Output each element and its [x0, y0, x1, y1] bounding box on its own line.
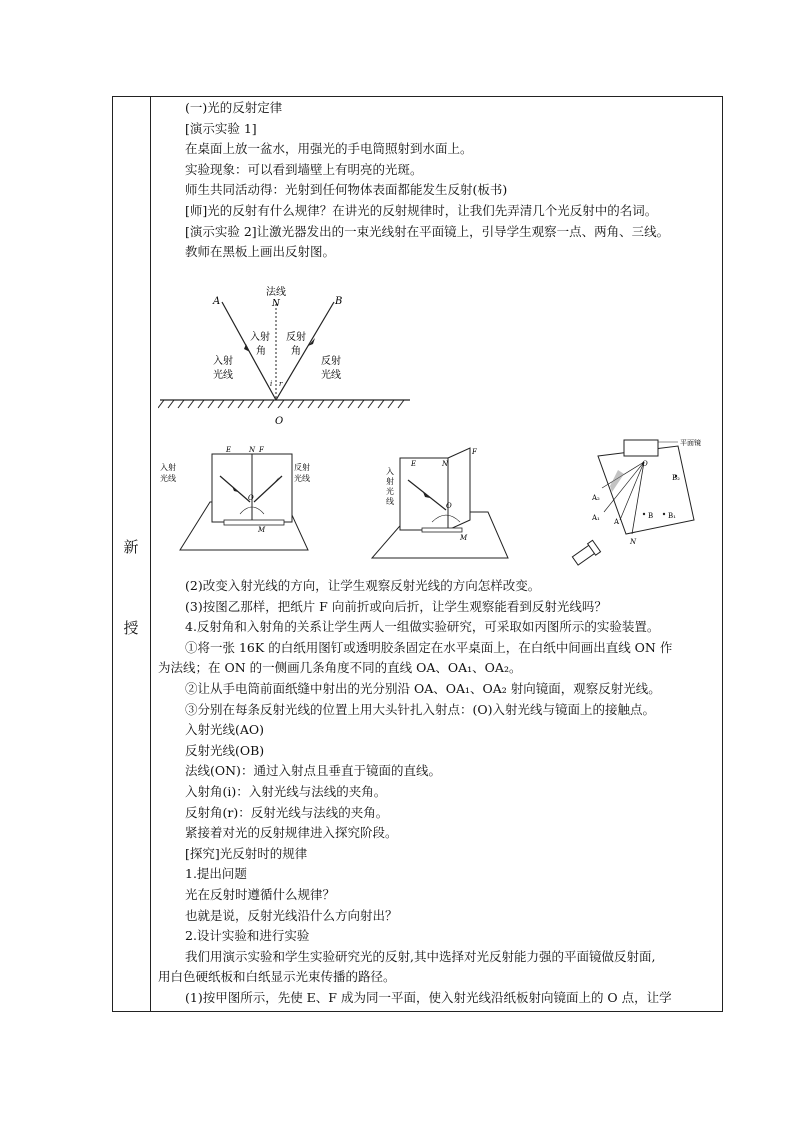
- paragraph: 1.提出问题: [185, 866, 247, 882]
- reflect-label: 反射: [294, 463, 310, 472]
- label-m: M: [460, 534, 468, 542]
- mirror: [422, 528, 462, 532]
- reflect-label-2: 光线: [294, 474, 310, 483]
- paragraph: 4.反射角和入射角的关系让学生两人一组做实验研究，可采取如丙图所示的实验装置。: [185, 619, 660, 635]
- paragraph: 教师在黑板上画出反射图。: [185, 244, 336, 260]
- paragraph: [探究]光反射时的规律: [185, 845, 308, 861]
- paragraph: 我们用演示实验和学生实验研究光的反射,其中选择对光反射能力强的平面镜做反射面,: [185, 948, 656, 964]
- point-b1: [663, 513, 665, 515]
- incident-arrowhead: [244, 344, 250, 352]
- side-label-xin: 新: [123, 538, 139, 556]
- paragraph: [师]光的反射有什么规律？在讲光的反射规律时，让我们先弄清几个光反射中的名词。: [185, 202, 658, 218]
- paragraph: 反射角(r)：反射光线与法线的夹角。: [185, 804, 389, 820]
- paragraph: 入射光线(AO): [185, 722, 265, 738]
- label-b: B: [648, 512, 654, 520]
- incident-angle-label-2: 角: [256, 346, 266, 357]
- incident-vertical-label: 入射光线: [386, 467, 394, 506]
- label-a1: A₁: [592, 514, 600, 522]
- mirror-paper-diagram: [560, 434, 710, 574]
- paragraph: 光在反射时遵循什么规律？: [185, 886, 336, 902]
- paragraph: ③分别在每条反射光线的位置上用大头针扎入射点：(O)入射光线与镜面上的接触点。: [185, 701, 656, 717]
- paragraph: (2)改变入射光线的方向，让学生观察反射光线的方向怎样改变。: [185, 578, 541, 593]
- incident-ray-label-2: 光线: [213, 370, 233, 381]
- point-b: [643, 513, 645, 515]
- label-a2: A₂: [592, 494, 600, 502]
- label-n: N: [630, 538, 637, 546]
- paragraph: 法线(ON)：通过入射点且垂直于镜面的直线。: [185, 763, 441, 779]
- paragraph: [演示实验 2]让激光器发出的一束光线射在平面镜上，引导学生观察一点、两角、三线。: [185, 223, 670, 239]
- paragraph: (1)按甲图所示，先使 E、F 成为同一平面，使入射光线沿纸板射向镜面上的 O 点，让学: [185, 989, 672, 1005]
- paragraph: 师生共同活动得：光射到任何物体表面都能发生反射(板书): [185, 182, 508, 198]
- label-b1: B₁: [668, 512, 676, 520]
- label-e: E: [411, 460, 417, 468]
- content-bottom: [158, 576, 718, 1008]
- angle-r: r: [279, 380, 283, 388]
- paragraph: ①将一张 16K 的白纸用图钉或透明胶条固定在水平桌面上，在白纸中间画出直线 ON 作: [185, 639, 673, 655]
- label-a: A: [614, 518, 620, 526]
- paragraph: 用白色硬纸板和白纸显示光束传播的路径。: [158, 969, 396, 985]
- reflection-diagram: [158, 282, 418, 427]
- label-n: N: [249, 446, 256, 454]
- paragraph: (3)按图乙那样，把纸片 F 向前折或向后折，让学生观察能看到反射光线吗？: [185, 598, 607, 614]
- label-o: O: [446, 502, 452, 510]
- reflect-ray-label-2: 光线: [321, 370, 341, 381]
- label-o: O: [248, 494, 254, 502]
- side-label-shou: 授: [123, 619, 139, 637]
- reflect-angle-label-2: 角: [291, 346, 301, 357]
- label-o: O: [275, 416, 284, 427]
- incident-label-2: 光线: [160, 474, 176, 483]
- paragraph: 也就是说，反射光线沿什么方向射出？: [185, 907, 398, 923]
- plane-mirror: [624, 440, 658, 456]
- board-f-folded: [448, 448, 470, 530]
- mirror-label: 平面镜: [680, 439, 701, 447]
- paragraph: ②让从手电筒前面纸缝中射出的光分别沿 OA、OA₁、OA₂ 射向镜面，观察反射光线。: [185, 680, 661, 696]
- reflected-ray: [276, 302, 334, 400]
- column-divider: [150, 96, 151, 1012]
- incident-angle-label: 入射: [250, 332, 270, 343]
- section-heading: (一)光的反射定律: [185, 100, 283, 115]
- paragraph: 紧接着对光的反射规律进入探究阶段。: [185, 825, 398, 841]
- paragraph: 在桌面上放一盆水，用强光的手电筒照射到水面上。: [185, 141, 473, 157]
- label-a: A: [213, 296, 221, 307]
- paragraph: [演示实验 1]: [185, 120, 257, 136]
- mirror-hatching: [158, 400, 404, 408]
- label-m: M: [258, 526, 266, 534]
- paragraph: 2.设计实验和进行实验: [185, 928, 310, 944]
- paragraph: 实验现象：可以看到墙壁上有明亮的光斑。: [185, 161, 423, 177]
- reflect-angle-label: 反射: [286, 332, 306, 343]
- label-o: O: [642, 460, 648, 468]
- label-f: F: [259, 446, 264, 454]
- board-diagram-flat: [158, 440, 316, 555]
- label-b2: B₂: [672, 474, 680, 482]
- flashlight: [571, 540, 600, 566]
- paragraph: 入射角(i)：入射光线与法线的夹角。: [185, 783, 387, 799]
- board-diagram-folded: [368, 440, 518, 562]
- mirror: [224, 520, 284, 525]
- reflect-ray-label: 反射: [321, 356, 341, 367]
- label-b: B: [335, 296, 343, 307]
- content-top: [158, 98, 718, 263]
- label-n: N: [272, 299, 280, 309]
- label-n: N: [442, 460, 449, 468]
- angle-i: i: [270, 380, 273, 388]
- paragraph: 反射光线(OB): [185, 742, 265, 758]
- label-e: E: [226, 446, 232, 454]
- normal-label: 法线: [266, 287, 286, 298]
- paragraph: 为法线；在 ON 的一侧画几条角度不同的直线 OA、OA₁、OA₂。: [158, 660, 522, 676]
- incident-ray-label: 入射: [213, 356, 233, 367]
- label-f: F: [472, 448, 477, 456]
- incident-label: 入射: [160, 463, 176, 472]
